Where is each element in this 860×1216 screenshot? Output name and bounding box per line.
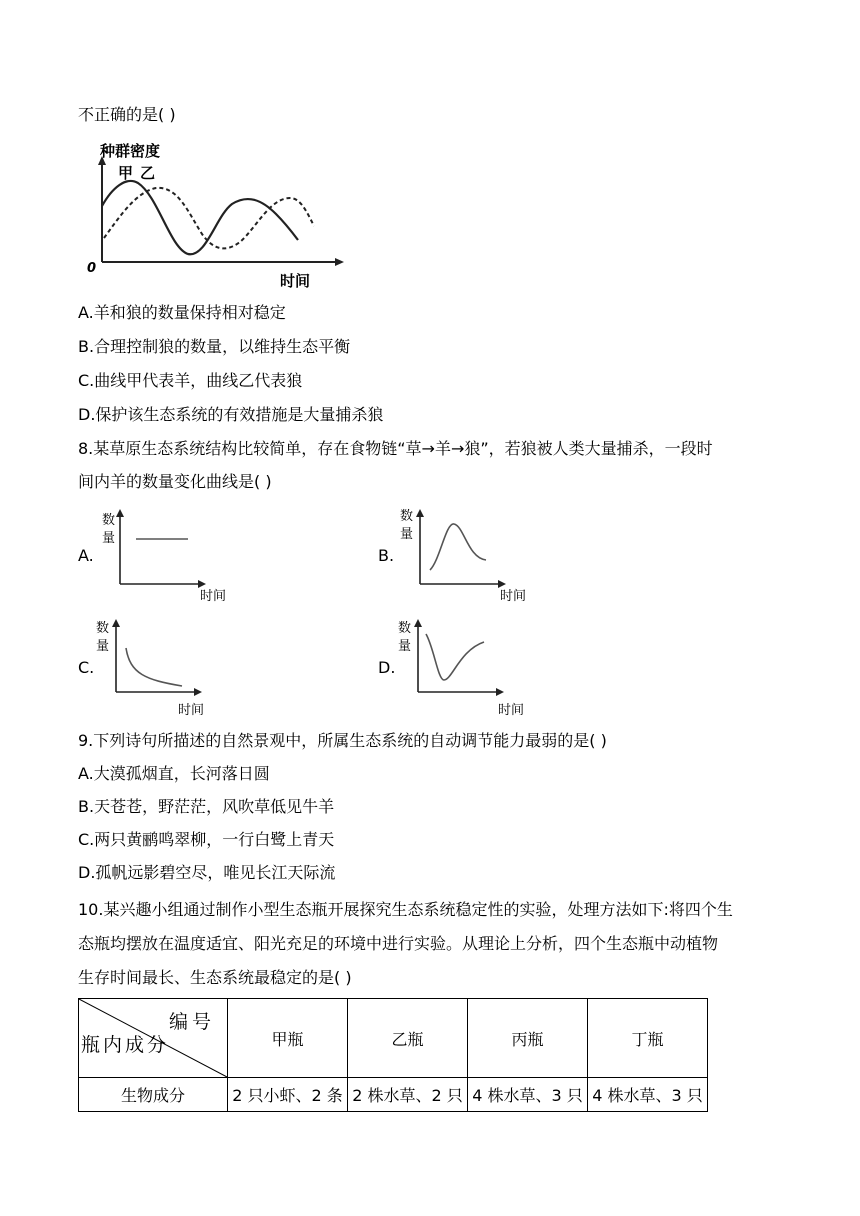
- q10-row-label: 生物成分: [79, 1078, 228, 1112]
- q8-chart-c-ylabel-1: 数: [96, 621, 110, 636]
- q10-stem-line2: 态瓶均摆放在温度适宜、阳光充足的环境中进行实验。从理论上分析，四个生态瓶中动植物: [78, 934, 719, 953]
- q8-chart-c-y-arrow: [112, 619, 120, 627]
- q10-stem-line3: 生存时间最长、生态系统最稳定的是( ): [78, 968, 352, 987]
- q9-option-d: D.孤帆远影碧空尽，唯见长江天际流: [78, 863, 336, 882]
- q7-option-c: C.曲线甲代表羊，曲线乙代表狼: [78, 371, 303, 390]
- q8-chart-d-curve: [426, 634, 484, 680]
- q10-corner-top: 编号: [168, 1011, 215, 1033]
- q7-series-label-jia: 甲: [118, 164, 134, 182]
- q10-cell-yi: 2 株水草、2 只: [348, 1078, 468, 1112]
- q10-header-yi: 乙瓶: [348, 999, 468, 1078]
- q8-chart-a-ylabel-2: 量: [102, 531, 116, 546]
- q8-chart-b: [396, 504, 536, 604]
- q10-cell-jia: 2 只小虾、2 条: [228, 1078, 348, 1112]
- q8-chart-d-y-arrow: [414, 619, 422, 627]
- q7-stem-tail: 不正确的是( ): [78, 105, 176, 124]
- q8-chart-d-ylabel-2: 量: [398, 639, 412, 654]
- q7-origin: 0: [87, 261, 97, 276]
- q8-chart-c-xlabel: 时间: [178, 703, 205, 718]
- q8-option-a-letter: A.: [78, 546, 94, 565]
- q7-population-chart: [84, 138, 354, 290]
- q8-chart-b-ylabel-2: 量: [400, 527, 414, 542]
- q8-chart-a-y-arrow: [116, 509, 124, 517]
- q10-header-jia: 甲瓶: [228, 999, 348, 1078]
- q8-chart-a-xlabel: 时间: [200, 589, 227, 604]
- q8-chart-b-curve: [430, 524, 486, 570]
- q8-stem-line1: 8.某草原生态系统结构比较简单，存在食物链“草→羊→狼”，若狼被人类大量捕杀，一段时: [78, 439, 713, 458]
- q9-option-c: C.两只黄鹂鸣翠柳，一行白鹭上青天: [78, 830, 335, 849]
- q8-chart-b-x-arrow: [498, 580, 506, 588]
- q8-chart-c-x-arrow: [194, 688, 202, 696]
- q8-chart-c-ylabel-2: 量: [96, 639, 110, 654]
- q8-chart-a-x-arrow: [198, 580, 206, 588]
- q8-option-c-letter: C.: [78, 658, 95, 677]
- q8-chart-d-ylabel-1: 数: [398, 621, 412, 636]
- q7-x-axis-arrow: [335, 258, 344, 266]
- q10-stem-line1: 10.某兴趣小组通过制作小型生态瓶开展探究生态系统稳定性的实验，处理方法如下:将四个生: [78, 900, 733, 919]
- q8-chart-d-xlabel: 时间: [498, 703, 525, 718]
- q8-stem-line2: 间内羊的数量变化曲线是( ): [78, 472, 272, 491]
- q8-chart-a-ylabel-1: 数: [102, 513, 116, 528]
- q10-corner-bottom: 瓶内成分: [81, 1034, 170, 1056]
- q10-header-row: [79, 999, 708, 1078]
- q8-chart-b-xlabel: 时间: [500, 589, 527, 604]
- q8-chart-b-ylabel-1: 数: [400, 509, 414, 524]
- q8-chart-c-curve: [126, 648, 182, 686]
- q8-chart-a: [98, 504, 238, 604]
- q8-chart-d: [394, 614, 534, 718]
- q10-cell-ding: 4 株水草、3 只: [588, 1078, 708, 1112]
- q9-stem: 9.下列诗句所描述的自然景观中，所属生态系统的自动调节能力最弱的是( ): [78, 731, 607, 750]
- q10-corner-cell: [79, 999, 228, 1078]
- q7-option-d: D.保护该生态系统的有效措施是大量捕杀狼: [78, 405, 384, 424]
- q7-option-a: A.羊和狼的数量保持相对稳定: [78, 303, 286, 322]
- q8-option-b-letter: B.: [378, 546, 395, 565]
- q8-chart-b-y-arrow: [416, 509, 424, 517]
- q7-option-b: B.合理控制狼的数量，以维持生态平衡: [78, 337, 351, 356]
- q7-ylabel: 种群密度: [100, 142, 161, 160]
- q7-xlabel: 时间: [280, 272, 311, 290]
- q8-option-d-letter: D.: [378, 658, 396, 677]
- q10-row-bio: [79, 1078, 708, 1112]
- q10-cell-bing: 4 株水草、3 只: [468, 1078, 588, 1112]
- q10-header-bing: 丙瓶: [468, 999, 588, 1078]
- q8-chart-c: [92, 614, 232, 718]
- q10-header-ding: 丁瓶: [588, 999, 708, 1078]
- q7-series-label-yi: 乙: [140, 164, 156, 182]
- q10-table: [78, 998, 708, 1112]
- q9-option-b: B.天苍苍，野茫茫，风吹草低见牛羊: [78, 797, 335, 816]
- q7-curve-jia: [102, 181, 298, 254]
- q9-option-a: A.大漠孤烟直，长河落日圆: [78, 764, 270, 783]
- q8-chart-d-x-arrow: [496, 688, 504, 696]
